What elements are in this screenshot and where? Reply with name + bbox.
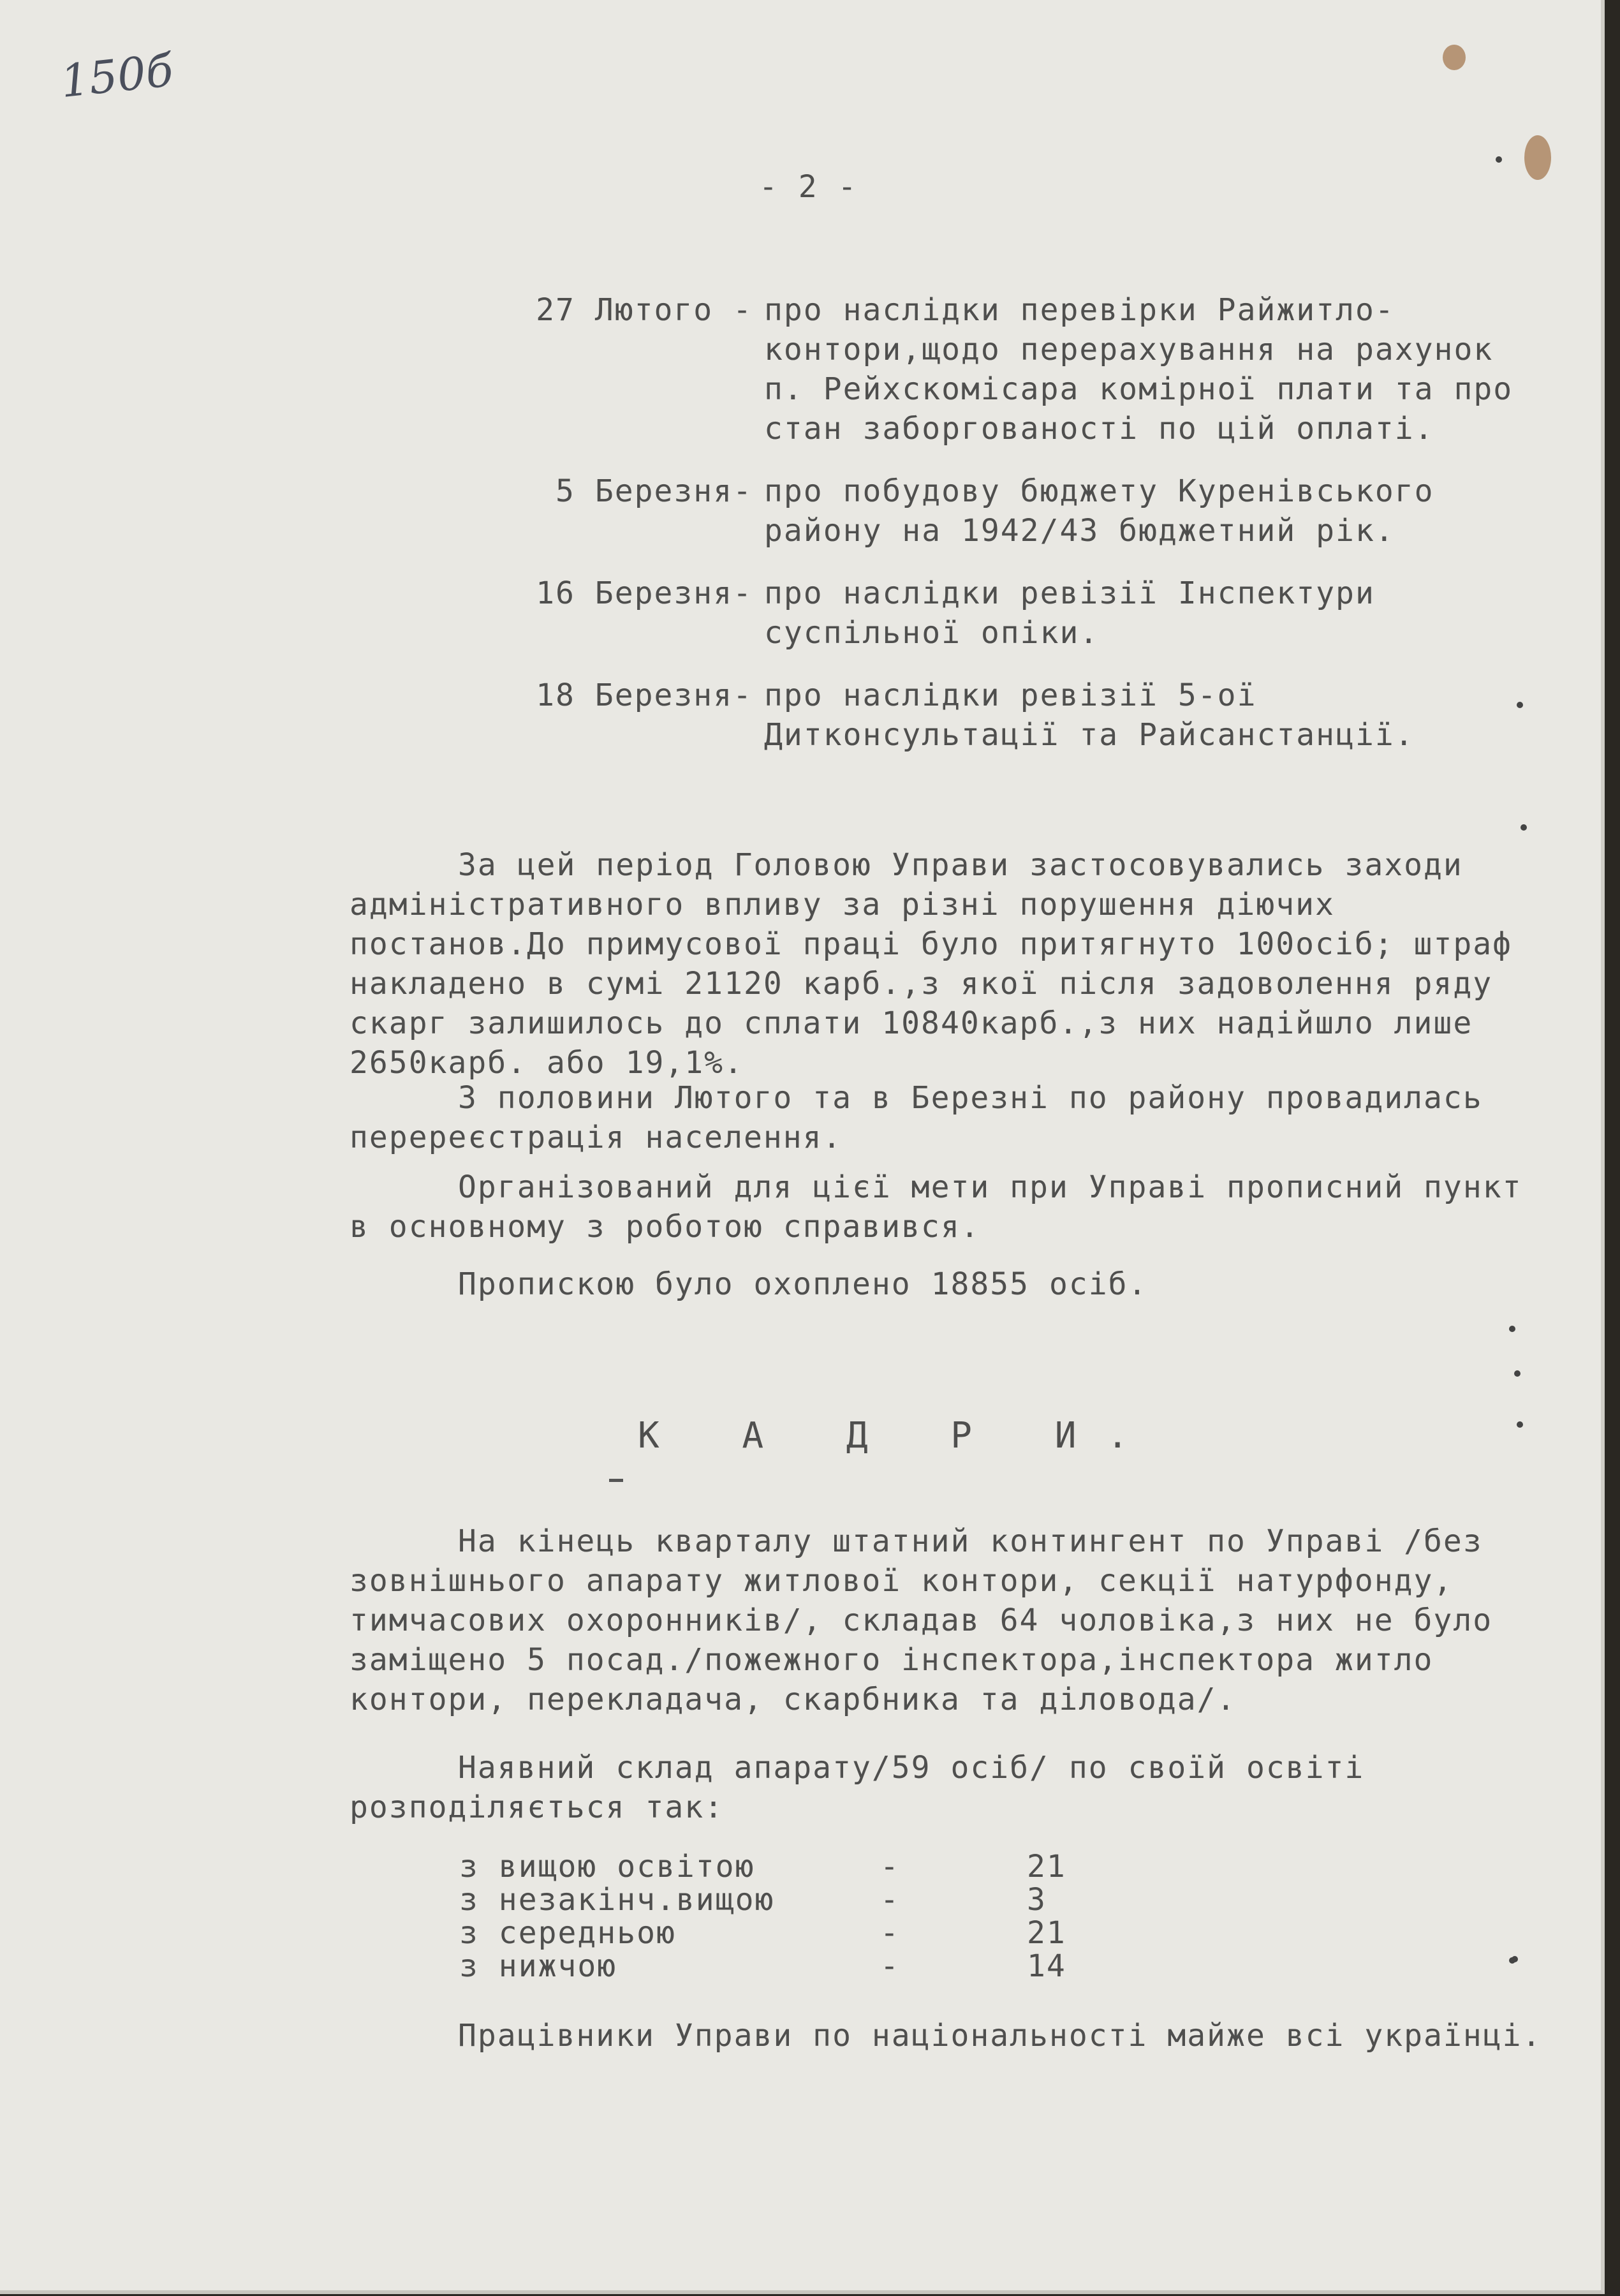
education-table [459,1847,1161,1984]
punch-mark [1517,1421,1523,1428]
decision-date: 16 Березня- [536,575,753,611]
decisions-list [491,290,1524,778]
punch-mark [1509,1326,1515,1332]
punch-mark [1514,1370,1521,1377]
education-row [459,1847,1161,1885]
nationality-paragraph: Працівники Управи по національності майже всі українці. [458,2018,1542,2054]
punch-mark [1521,824,1527,831]
decision-date: 18 Березня- [536,678,753,713]
decision-item [491,290,1524,448]
punch-mark [1509,1957,1515,1964]
decision-text: про наслідки ревізії 5-ої Дитконсультації та Райсанстанції. [764,678,1415,753]
education-count: 21 [1027,1915,1066,1951]
education-count: 21 [1027,1849,1066,1885]
education-count: 14 [1027,1948,1066,1984]
education-dash: - [880,1882,900,1918]
education-dash: - [880,1915,900,1951]
decision-text: про наслідки ревізії Інспектури суспільної опіки. [764,575,1375,651]
registration-point-paragraph: Організований для цієї мети при Управі прописний пункт в основному з роботою справився. [350,1169,1522,1245]
heading-underline [609,1479,623,1482]
education-row [459,1880,1161,1918]
education-dash: - [880,1948,900,1984]
education-label: з незакінч.вищою [459,1882,775,1918]
decision-text: про наслідки перевірки Райжитло-контори,щодо перерахування на рахунок п. Рейхскомісара комірної плати та про стан заборгованості по цій оплаті. [764,292,1513,447]
education-dash: - [880,1849,900,1885]
stain-mark [1524,135,1551,180]
decision-item [491,574,1524,653]
decision-text: про побудову бюджету Куренівського району на 1942/43 бюджетний рік. [764,473,1434,549]
covered-paragraph: Пропискою було охоплено 18855 осіб. [458,1266,1148,1302]
education-count: 3 [1027,1882,1047,1918]
distribution-paragraph: Наявний склад апарату/59 осіб/ по своїй освіті розподіляється так: [350,1750,1365,1825]
education-label: з нижчою [459,1948,617,1984]
decision-date: 27 Лютого - [536,292,753,328]
education-label: з вищою освітою [459,1849,755,1885]
measures-paragraph: За цей період Головою Управи застосовувались заходи адміністративного впливу за різні порушення діючих постанов.До примусової праці було притягнуто 100осіб; штраф накладено в сумі 21120 карб.,з якої після задоволення ряду скарг залишилось до сплати 10840карб.,з них надійшло лише 2650карб. або 19,1%. [350,847,1513,1081]
education-row [459,1946,1161,1984]
section-heading: К А Д Р И. [638,1415,1160,1456]
stain-mark [1443,45,1466,70]
decision-item [491,676,1524,755]
decision-item [491,471,1524,551]
decision-date: 5 Березня- [556,473,753,509]
education-row [459,1913,1161,1951]
archive-sheet-number: 150б [58,44,176,108]
page-number: - 2 - [759,169,858,205]
reregistration-paragraph: З половини Лютого та в Березні по району провадилась перереєстрація населення. [350,1080,1483,1155]
punch-mark [1496,156,1502,163]
contingent-paragraph: На кінець кварталу штатний контингент по Управі /без зовнішнього апарату житлової контори, секції натурфонду, тимчасових охоронників/, складав 64 чоловіка,з них не було заміщено 5 посад./пожежного інспектора,інспектора житло контори, перекладача, скарбника та діловода/. [350,1523,1493,1717]
education-label: з середньою [459,1915,676,1951]
